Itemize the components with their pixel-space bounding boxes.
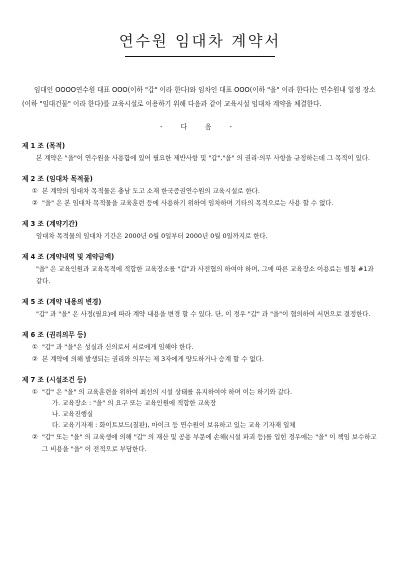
article-7-item-1: ① "갑" 은 "을" 의 교육훈련을 위하여 최선의 시설 상태를 유지하여야 하며 이는 하기와 같다. (32, 388, 293, 396)
article-2-title: 제 2 조 (임대차 목적물) (22, 175, 93, 183)
article-1-body: 본 계약은 "을"이 연수원을 사용함에 있어 필요한 제반사항 및 "갑","을" 의 권리·의무 사항을 규정하는데 그 목적이 있다. (36, 154, 371, 162)
article-4-title: 제 4 조 (계약내역 및 계약금액) (22, 253, 115, 261)
article-7-subitem-na: 나. 교육진행실 (52, 410, 94, 418)
article-5-title: 제 5 조 (계약 내용의 변경) (22, 298, 102, 306)
page-title: 연수원 임대차 계약서 (119, 32, 281, 50)
da-eum-heading: - 다 음 - (160, 123, 240, 131)
article-2-item-2: ② "을" 은 본 임대차 목적물을 교육훈련 등에 사용하기 위하여 임차하며 기타의 목적으로는 사용 할 수 없다. (32, 199, 334, 207)
article-7-item-2: ② "갑" 또는 "을" 의 교육생에 의해 "갑" 의 재산 및 공용 부문에 손해(시설 파괴 등)를 입힌 경우에는 "을" 이 책임 보수하고 그 비용을 "을" 이 전적으로 부담한다. (32, 433, 377, 453)
article-1-title: 제 1 조 (목적) (22, 142, 65, 150)
article-7-subitem-ga: 가. 교육장소 : "을" 의 요구 또는 교육인원에 적합한 교육장 (52, 399, 217, 407)
article-6-item-2: ② 본 계약에 의해 발생되는 권리와 의무는 제 3자에게 양도하거나 승계 할 수 없다. (32, 355, 264, 363)
article-7-title: 제 7 조 (시설조건 등) (22, 376, 87, 384)
article-2-item-1: ① 본 계약의 임대차 목적물은 충남 도고 소재 한국증권연수원의 교육시설로 한다. (32, 187, 260, 195)
title-underline (125, 56, 275, 57)
intro-paragraph: 임대인 OOOO연수원 대표 OOO(이하 "갑" 이라 한다)와 임차인 대표 OOO(이하 "을" 이라 한다)는 연수원내 일정 장소(이하 "임대건물" 이라 한다)를 교육시설로 이용하기 위해 다음과 같이 교육시설 임대차 계약을 체결한다. (22, 86, 376, 108)
article-5-body: "갑" 과 "을" 은 사정(필요)에 따라 계약 내용을 변경 할 수 있다. 단, 이 경우 "갑" 과 "을"이 협의하여 서면으로 결정한다. (36, 310, 371, 318)
article-3-body: 임대차 목적물의 임대차 기간은 2000년 0월 0일부터 2000년 0월 0일까지로 한다. (36, 232, 268, 240)
article-3-title: 제 3 조 (계약기간) (22, 220, 78, 228)
article-6-title: 제 6 조 (권리의무 등) (22, 331, 87, 339)
article-4-body: "을" 은 교육인원과 교육목적에 적합한 교육장소를 "갑"과 사전협의 하여야 하며, 그에 따른 교육장소 이용료는 별첨 #1과 같다. (36, 265, 374, 285)
article-6-item-1: ① "갑" 과 "을"은 성실과 신의로서 서로에게 임해야 한다. (32, 343, 194, 351)
article-7-subitem-da: 다. 교육기자재 : 화이트보드(칠판), 마이크 등 연수원이 보유하고 있는 교육 기자재 일체 (52, 421, 296, 429)
